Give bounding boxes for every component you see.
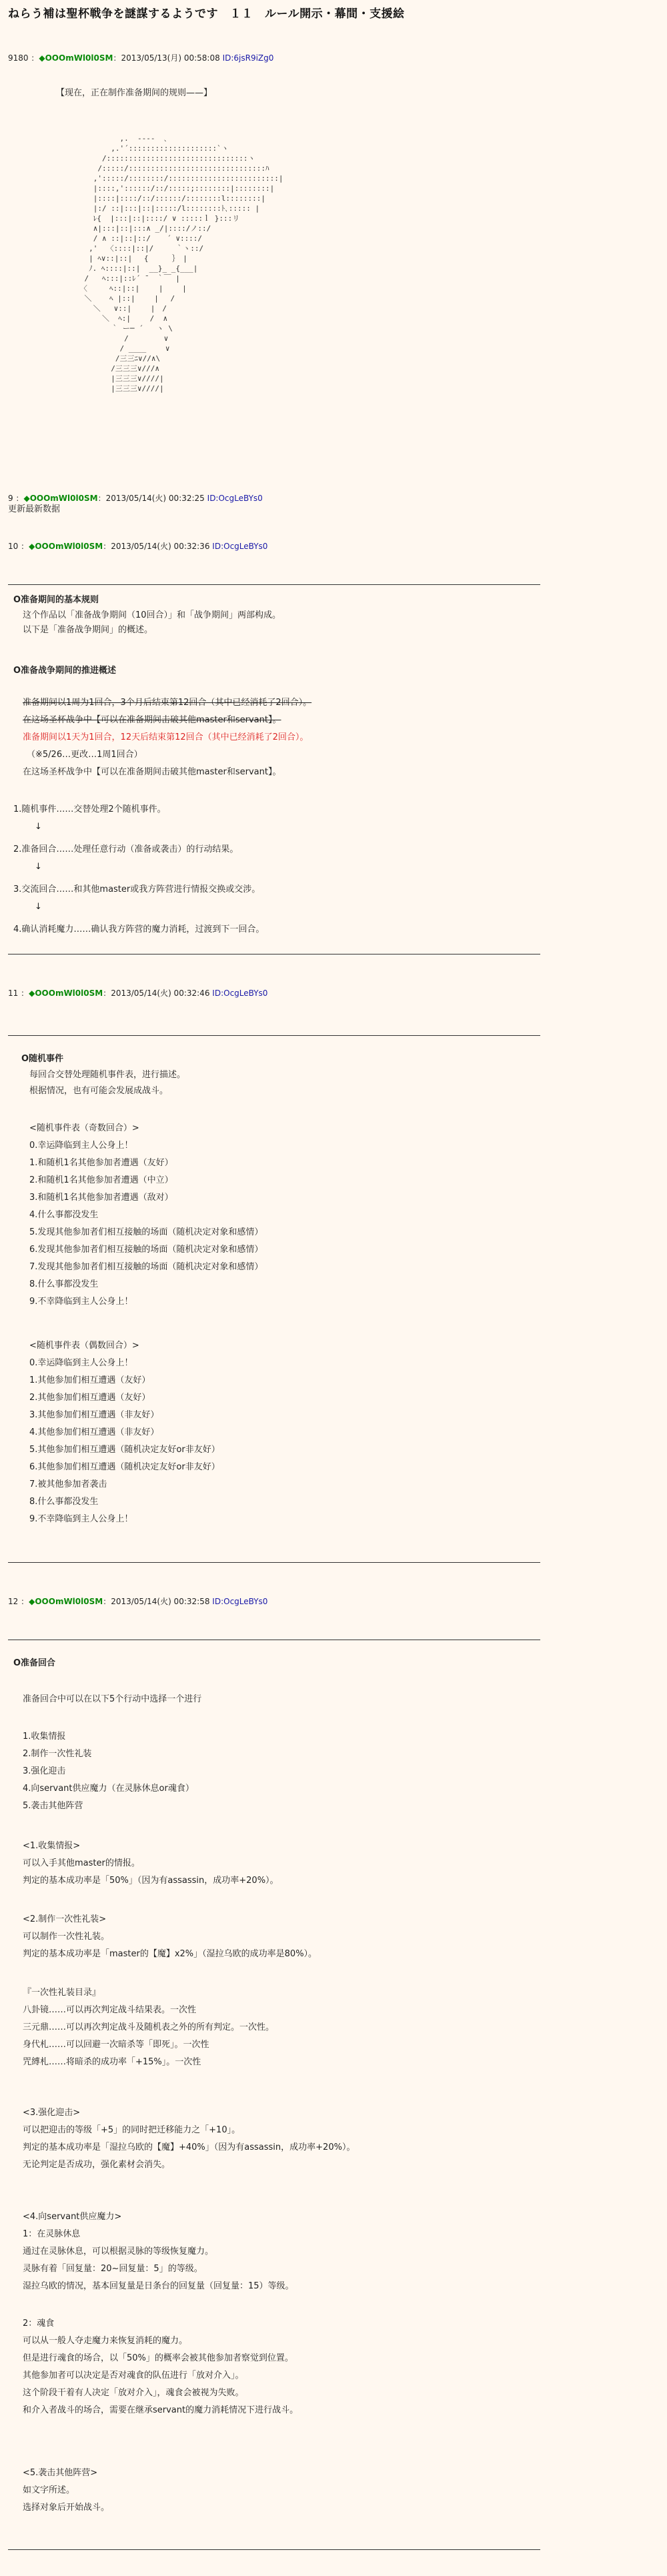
text-line: 判定的基本成功率是「湿拉乌欧的【魔】+40%」（因为有assassin，成功率+20%）。: [23, 2142, 356, 2152]
post-number[interactable]: 11: [8, 989, 19, 998]
divider: [8, 1562, 540, 1563]
text-line: 其他参加者可以决定是否对魂食的队伍进行「放对介入」。: [23, 2371, 244, 2381]
list-item: 6.其他参加们相互遭遇（随机决定友好or非友好）: [29, 1462, 220, 1472]
down-arrow: ↓: [35, 902, 42, 912]
poster-id[interactable]: ID:OcgLeBYs0: [212, 542, 268, 551]
list-item: 1.和随机1名其他参加者遭遇（友好）: [29, 1158, 173, 1168]
subsection-title: <2.制作一次性礼装>: [23, 1914, 107, 1924]
list-item: 8.什么事都没发生: [29, 1279, 99, 1289]
poster-name: ◆OOOmWl0l0SM: [39, 53, 113, 63]
divider: [8, 1035, 540, 1036]
list-item: 7.发现其他参加者们相互接触的场面（随机决定对象和感情）: [29, 1262, 263, 1272]
poster-name: ◆OOOmWl0l0SM: [29, 542, 103, 551]
list-item: 1.收集情报: [23, 1732, 66, 1742]
list-item: 3.其他参加们相互遭遇（非友好）: [29, 1410, 159, 1420]
list-item: 7.被其他参加者袭击: [29, 1479, 107, 1489]
section-heading: O准备期间的基本规则: [13, 595, 99, 605]
list-item: 2.制作一次性礼装: [23, 1749, 92, 1759]
post-body: 更新最新数据: [8, 504, 61, 514]
struck-text: 准备期间以1周为1回合，3个月后结束第12回合（其中已经消耗了2回合）。: [23, 698, 312, 708]
down-arrow: ↓: [35, 822, 42, 832]
post-header: 9 ：◆OOOmWl0l0SM：2013/05/14(火) 00:32:25 ID:OcgLeBYs0: [8, 494, 263, 503]
text-line: 根据情况，也有可能会发展成战斗。: [29, 1086, 169, 1096]
note-text: （※5/26…更改…1周1回合）: [27, 750, 143, 760]
text-line: 在这场圣杯战争中【可以在准备期间击破其他master和servant】。: [23, 767, 281, 777]
list-item: 三元鼎……可以再次判定战斗及随机表之外的所有判定。一次性。: [23, 2022, 275, 2032]
subsection-title: <3.强化迎击>: [23, 2108, 81, 2118]
post-date: 2013/05/14(火) 00:32:36: [111, 542, 210, 551]
text-line: 无论判定是否成功，强化素材会消失。: [23, 2160, 171, 2170]
text-line: 这个作品以「准备战争期间（10回合）」和「战争期间」两部构成。: [23, 610, 281, 620]
text-line: 以下是「准备战争期间」的概述。: [23, 625, 153, 635]
divider: [8, 2549, 540, 2550]
post-number[interactable]: 10: [8, 542, 19, 551]
list-item: 5.袭击其他阵营: [23, 1801, 83, 1811]
post-date: 2013/05/14(火) 00:32:46: [111, 989, 210, 998]
poster-name: ◆OOOmWl0l0SM: [29, 1597, 103, 1606]
text-line: 判定的基本成功率是「master的【魔】x2%」（湿拉乌欧的成功率是80%）。: [23, 1949, 317, 1959]
post-date: 2013/05/14(火) 00:32:58: [111, 1597, 210, 1606]
text-line: 和介入者战斗的场合，需要在继承servant的魔力消耗情况下进行战斗。: [23, 2405, 299, 2415]
flow-step: 2.准备回合……处理任意行动（准备或袭击）的行动结果。: [13, 844, 239, 854]
page-title: ねらう補は聖杯戦争を謎謀するようです １１ ルール開示・幕間・支援絵: [8, 7, 405, 21]
subsection-title: 『一次性礼装目录』: [23, 1988, 101, 1998]
text-line: 可以入手其他master的情报。: [23, 1858, 140, 1868]
post-number[interactable]: 9: [8, 494, 13, 503]
list-item: 4.什么事都没发生: [29, 1210, 99, 1220]
text-line: 这个阶段干着有人决定「放对介入」，魂食会被视为失败。: [23, 2388, 244, 2398]
down-arrow: ↓: [35, 862, 42, 872]
flow-step: 1.随机事件……交替处理2个随机事件。: [13, 804, 166, 814]
list-item: 2.其他参加们相互遭遇（友好）: [29, 1393, 151, 1403]
revised-text: 准备期间以1天为1回合，12天后结束第12回合（其中已经消耗了2回合）。: [23, 732, 309, 742]
section-heading: O准备回合: [13, 1658, 56, 1668]
poster-name: ◆OOOmWl0l0SM: [29, 989, 103, 998]
list-item: 4.其他参加们相互遭遇（非友好）: [29, 1427, 159, 1437]
flow-step: 3.交流回合……和其他master或我方阵营进行情报交换或交涉。: [13, 884, 261, 894]
text-line: 通过在灵脉休息，可以根据灵脉的等级恢复魔力。: [23, 2246, 214, 2257]
text-line: 每回合交替处理随机事件表，进行描述。: [29, 1070, 186, 1080]
struck-text: 在这场圣杯战争中【可以在准备期间击破其他master和servant】。: [23, 715, 281, 725]
list-item: 5.发现其他参加者们相互接触的场面（随机决定对象和感情）: [29, 1227, 263, 1237]
text-line: 灵脉有着「回复量：20~回复量：5」的等级。: [23, 2264, 203, 2274]
poster-id[interactable]: ID:6jsR9iZg0: [222, 53, 274, 63]
section-heading: O准备战争期间的推进概述: [13, 666, 117, 676]
list-item: 3.和随机1名其他参加者遭遇（敌对）: [29, 1193, 173, 1203]
post-number[interactable]: 9180: [8, 53, 29, 63]
section-heading: O随机事件: [21, 1054, 64, 1064]
post-header: 12 ：◆OOOmWl0l0SM：2013/05/14(火) 00:32:58 ID:OcgLeBYs0: [8, 1597, 268, 1606]
list-item: 咒縛札……将暗杀的成功率「+15%」。一次性: [23, 2057, 201, 2067]
table-title: <随机事件表（奇数回合）>: [29, 1123, 139, 1133]
list-item: 6.发现其他参加者们相互接触的场面（随机决定对象和感情）: [29, 1245, 263, 1255]
divider: [8, 584, 540, 585]
post-header: 10 ：◆OOOmWl0l0SM：2013/05/14(火) 00:32:36 ID:OcgLeBYs0: [8, 542, 268, 551]
subsection-title: <5.袭击其他阵营>: [23, 2468, 98, 2478]
poster-id[interactable]: ID:OcgLeBYs0: [212, 1597, 268, 1606]
subsection-title: 1：在灵脉休息: [23, 2229, 81, 2239]
ascii-art: ,. -‐‐- ､ ,.'´::::::::::::::::::::`ヽ /::::::::::::::::::::::::::::::::ヽ /:::::/:::::::::::::::::::::::::::::::ﾊ ,':::::/::::::::/:::::::::::::::::::::::::| |::::,'::::::/::/:::::;::::::::|::::::::| |::::|::::/::/::::::/::::::::l::::::::| |:/ ::|:::|::|:::::/l::::::::ﾄ､::::: | ﾚ{ |:::|::|::::/ ∨ :::::ｌ }:::リ ∧|:::|::|:::∧ _/|::::/ノ::/ / ∧ ::|::|::/ ´ ∨::::/ ,' 〈::::|::|/ ｀ヽ::/ | ﾍ∨::|::| { ｝ | ﾉ. ﾍ::::|::| __}_ _{___| / ﾍ:::|::ﾚ´ ̄ ｀￣ | 〈 ﾍ::|::| | | ＼ ﾍ |::| | / ＼ ∨::| | / ＼ ﾍ:| / ∧ ｀ ー─ ´ ヽ \ / ∨ / ____ ∨ /三三ﾆ∨//∧\ /三三三∨///∧ |三三三∨////| |三三三∨////|: [79, 134, 283, 393]
subsection-title: <1.收集情报>: [23, 1841, 81, 1851]
text-line: 选择对象后开始战斗。: [23, 2503, 110, 2513]
post-date: 2013/05/14(火) 00:32:25: [105, 494, 205, 503]
text-line: 但是进行魂食的场合，以「50%」的概率会被其他参加者察觉到位置。: [23, 2353, 293, 2363]
text-line: 判定的基本成功率是「50%」（因为有assassin，成功率+20%）。: [23, 1876, 279, 1886]
subsection-title: 2：魂食: [23, 2319, 55, 2329]
poster-id[interactable]: ID:OcgLeBYs0: [212, 989, 268, 998]
subsection-title: <4.向servant供应魔力>: [23, 2212, 122, 2222]
text-line: 如文字所述。: [23, 2485, 75, 2495]
post-header: 11 ：◆OOOmWl0l0SM：2013/05/14(火) 00:32:46 ID:OcgLeBYs0: [8, 989, 268, 998]
text-line: 湿拉乌欧的情况，基本回复量是日条台的回复量（回复量：15）等级。: [23, 2281, 294, 2291]
list-item: 0.幸运降临到主人公身上！: [29, 1358, 133, 1368]
post-date: 2013/05/13(月) 00:58:08: [121, 53, 220, 63]
poster-id[interactable]: ID:OcgLeBYs0: [207, 494, 263, 503]
list-item: 八卦镜……可以再次判定战斗结果表。一次性: [23, 2005, 197, 2015]
post-number[interactable]: 12: [8, 1597, 19, 1606]
list-item: 0.幸运降临到主人公身上！: [29, 1141, 133, 1151]
banner-text: 【现在，正在制作准备期间的规则——】: [56, 88, 213, 98]
list-item: 3.强化迎击: [23, 1766, 66, 1776]
list-item: 5.其他参加们相互遭遇（随机决定友好or非友好）: [29, 1445, 220, 1455]
post-header: 9180 ：◆OOOmWl0l0SM：2013/05/13(月) 00:58:08 ID:6jsR9iZg0: [8, 53, 274, 63]
text-line: 可以从一般人夺走魔力来恢复消耗的魔力。: [23, 2336, 188, 2346]
flow-step: 4.确认消耗魔力……确认我方阵营的魔力消耗，过渡到下一回合。: [13, 924, 265, 934]
list-item: 9.不幸降临到主人公身上！: [29, 1514, 133, 1524]
list-item: 1.其他参加们相互遭遇（友好）: [29, 1375, 151, 1385]
table-title: <随机事件表（偶数回合）>: [29, 1341, 139, 1351]
text-line: 准备回合中可以在以下5个行动中选择一个进行: [23, 1694, 202, 1704]
list-item: 身代札……可以回避一次暗杀等「即死」。一次性: [23, 2040, 209, 2050]
list-item: 9.不幸降临到主人公身上！: [29, 1297, 133, 1307]
text-line: 可以制作一次性礼装。: [23, 1932, 110, 1942]
list-item: 8.什么事都没发生: [29, 1497, 99, 1507]
poster-name: ◆OOOmWl0l0SM: [23, 494, 98, 503]
list-item: 4.向servant供应魔力（在灵脉休息or魂食）: [23, 1784, 194, 1794]
text-line: 可以把迎击的等级「+5」的同时把迁移能力之「+10」。: [23, 2125, 241, 2135]
list-item: 2.和随机1名其他参加者遭遇（中立）: [29, 1175, 173, 1185]
